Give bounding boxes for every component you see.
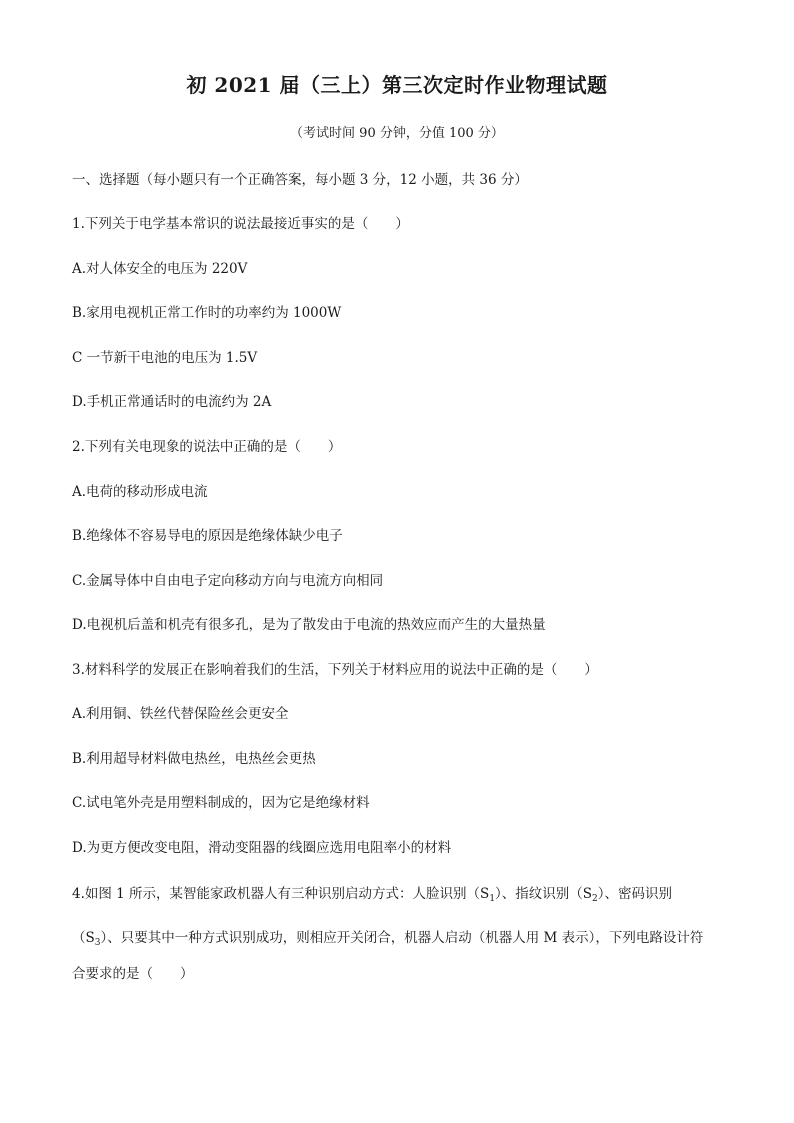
q4-subscript: 2 [592,894,598,904]
question-2-option-b: B.绝缘体不容易导电的原因是绝缘体缺少电子 [72,528,343,544]
section-heading: 一、选择题（每小题只有一个正确答案，每小题 3 分，12 小题，共 36 分） [72,172,528,188]
question-4-line-1 [72,882,672,904]
exam-info: （考试时间 90 分钟，分值 100 分） [290,126,504,141]
question-2-option-c: C.金属导体中自由电子定向移动方向与电流方向相同 [72,573,384,589]
question-3-option-c: C.试电笔外壳是用塑料制成的，因为它是绝缘材料 [72,795,370,811]
q4-text: ）、只要其中一种方式识别成功，则相应开关闭合，机器人启动（机器人用 M 表示），下列电路设计符 [100,930,704,946]
question-2-stem: 2.下列有关电现象的说法中正确的是（ ） [72,439,342,455]
q4-text: （S [72,930,95,946]
page-title: 初 2021 届（三上）第三次定时作业物理试题 [186,73,608,97]
question-2-option-d: D.电视机后盖和机壳有很多孔，是为了散发由于电流的热效应而产生的大量热量 [72,617,546,633]
question-3-option-b: B.利用超导材料做电热丝，电热丝会更热 [72,751,316,767]
question-4-line-3: 合要求的是（ ） [72,966,194,982]
question-3-option-a: A.利用铜、铁丝代替保险丝会更安全 [72,706,289,722]
question-3-stem: 3.材料科学的发展正在影响着我们的生活，下列关于材料应用的说法中正确的是（ ） [72,662,598,678]
q4-subscript: 3 [94,938,101,948]
question-1-stem: 1.下列关于电学基本常识的说法最接近事实的是（ ） [72,216,409,232]
question-1-option-a: A.对人体安全的电压为 220V [72,261,248,277]
question-1-option-d: D.手机正常通话时的电流约为 2A [72,394,272,410]
q4-text: ）、指纹识别（S [495,886,593,902]
q4-text: ）、密码识别 [597,886,673,902]
question-2-option-a: A.电荷的移动形成电流 [72,484,208,500]
question-3-option-d: D.为更方便改变电阻，滑动变阻器的线圈应选用电阻率小的材料 [72,840,452,856]
q4-subscript: 1 [489,894,496,904]
question-4-line-2 [72,926,703,948]
q4-text: 4.如图 1 所示，某智能家政机器人有三种识别启动方式：人脸识别（S [72,886,490,902]
question-1-option-c: C 一节新干电池的电压为 1.5V [72,350,258,366]
question-1-option-b: B.家用电视机正常工作时的功率约为 1000W [72,305,342,321]
